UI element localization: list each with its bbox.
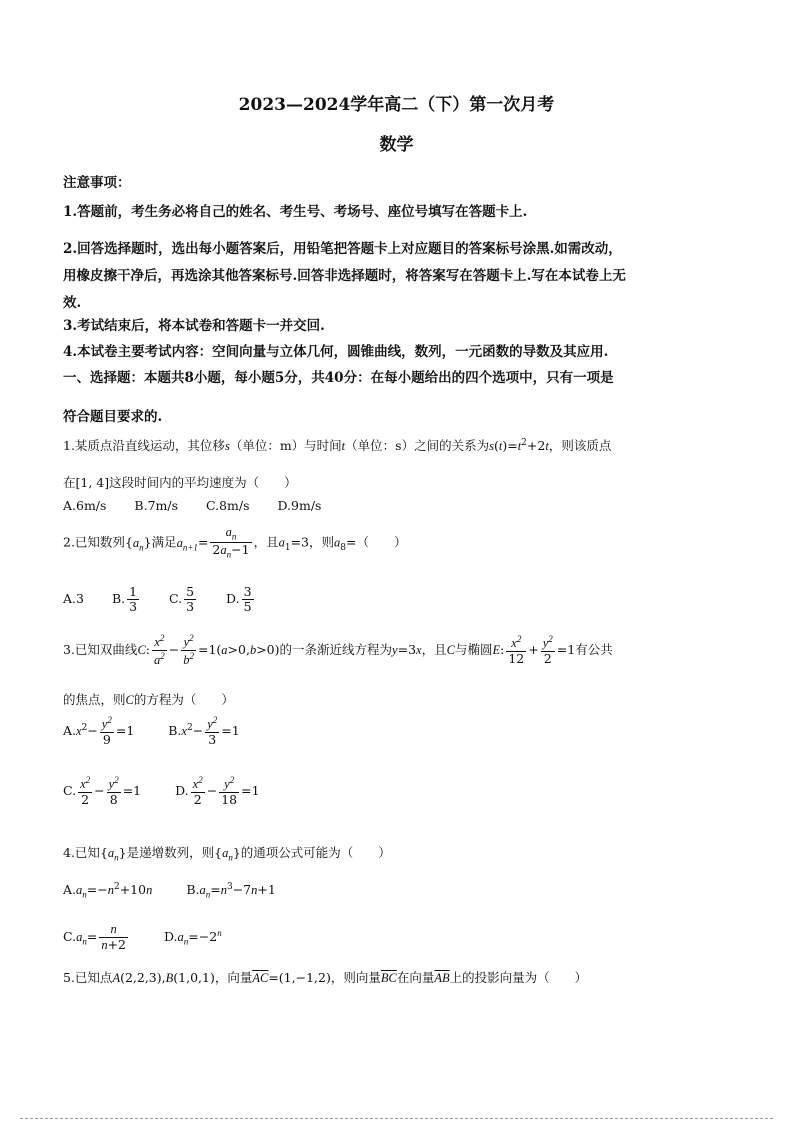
question-3-options-cd: C. $\frac{x^2}{2}$ − $\frac{y^2}{8}$ =1 D. $\frac{x^2}{2}$ − $\frac{y^2}{18}$ =1 bbox=[63, 775, 260, 807]
q3-option-a: A. bbox=[63, 723, 77, 739]
q4-stem-c: 的通项公式可能为（ ） bbox=[240, 845, 391, 860]
q5-stem-b: ，向量 bbox=[214, 970, 253, 985]
q2-option-d: D. bbox=[226, 591, 240, 607]
q1-stem-f: 这段时间内的平均速度为（ ） bbox=[109, 475, 297, 490]
q2-option-b: B. bbox=[111, 591, 126, 607]
q1-stem-d: ，则该质点 bbox=[548, 438, 612, 453]
q3-option-b: B. bbox=[168, 723, 182, 739]
question-2-options: A.3 B. $\frac{1}{3}$ C. $\frac{5}{3}$ D. $\frac{3}{5}$ bbox=[63, 584, 252, 614]
q5-stem-e: 上的投影向量为（ ） bbox=[449, 970, 588, 985]
q3-option-c: C. bbox=[63, 783, 77, 799]
section-heading-line2: 符合题目要求的. bbox=[63, 409, 163, 425]
question-3-stem-2: 的焦点，则C的方程为（ ） bbox=[63, 692, 234, 707]
q5-stem-a: 5.已知点 bbox=[63, 970, 113, 985]
q5-stem-d: 在向量 bbox=[396, 970, 435, 985]
q2-stem-b: 满足 bbox=[151, 534, 177, 550]
question-4-options-ab: $A.a_n=-n^2+10n$ $B.a_n=n^3-7n+1$ bbox=[63, 882, 276, 900]
q1-option-a: A.6m/s bbox=[63, 498, 107, 513]
q3-stem-d: 与椭圆 bbox=[454, 642, 493, 658]
question-3-stem: 3.已知双曲线C: $\frac{x^2}{a^2}$ − $\frac{y^2}{b^2}$ =1(a>0,b>0)的一条渐近线方程为y=3x，且C与椭圆E: $\frac{x^2}{12}$ + $\frac{y^2}{2}$ =1有公共 bbox=[63, 633, 613, 668]
question-2-stem: 2.已知数列$\{a_n\}$满足$a_{n+1}=$ $\frac{a_n}{2a_n-1}$ ，且$a_1=3$，则$a_8=$（ ） bbox=[63, 525, 407, 560]
q4-option-d: D. bbox=[163, 929, 178, 945]
q1-stem-c: （单位：s）之间的关系为 bbox=[345, 438, 490, 453]
q4-option-b: B. bbox=[186, 882, 200, 898]
q5-stem-c: ，则向量 bbox=[330, 970, 381, 985]
q2-option-a: A.3 bbox=[63, 591, 84, 607]
q3-stem-a: 3.已知双曲线 bbox=[63, 642, 138, 658]
q3-option-d: D. bbox=[175, 783, 189, 799]
q1-stem-b: （单位：m）与时间 bbox=[229, 438, 342, 453]
q1-option-c: C.8m/s bbox=[205, 498, 250, 513]
q3-stem-e: 有公共 bbox=[575, 642, 613, 658]
question-3-options-ab: $A.x^2-$ $\frac{y^2}{9}$ =1 $B.x^2-$ $\frac{y^2}{3}$ =1 bbox=[63, 715, 240, 747]
q2-stem-c: ，且 bbox=[253, 534, 279, 550]
section-heading-line1: 一、选择题：本题共8小题，每小题5分，共40分：在每小题给出的四个选项中，只有一项是 bbox=[63, 370, 614, 386]
q4-stem-a: 4.已知 bbox=[63, 845, 100, 860]
question-5-stem: 5.已知点A(2,2,3),B(1,0,1)，向量$\overline{AC}=(1,-1,2)$，则向量$\overline{BC}$在向量$\overline{AB}$上的投影向量为（ ） bbox=[63, 970, 588, 985]
note-3: 3.考试结束后，将本试卷和答题卡一并交回. bbox=[63, 318, 325, 334]
q2-option-c: C. bbox=[169, 591, 183, 607]
q1-stem-e: 在 bbox=[63, 475, 76, 490]
q3-stem-f: 的焦点，则 bbox=[63, 692, 126, 707]
question-1-stem: 1.某质点沿直线运动，其位移s（单位：m）与时间t（单位：s）之间的关系为$s(t)=t^2+2t$，则该质点 bbox=[63, 437, 612, 453]
note-2a: 2.回答选择题时，选出每小题答案后，用铅笔把答题卡上对应题目的答案标号涂黑.如需改动， bbox=[63, 241, 622, 257]
q3-stem-c: ，且 bbox=[421, 642, 447, 658]
q1-option-d: D.9m/s bbox=[277, 498, 322, 513]
question-1-options bbox=[63, 498, 321, 513]
note-1: 1.答题前，考生务必将自己的姓名、考生号、考场号、座位号填写在答题卡上. bbox=[63, 204, 528, 220]
q2-stem-d: ，则 bbox=[309, 534, 335, 550]
question-4-stem: 4.已知$\{a_n\}$是递增数列，则$\{a_n\}$的通项公式可能为（ ） bbox=[63, 845, 391, 863]
q4-option-c: C. bbox=[63, 929, 77, 945]
note-4: 4.本试卷主要考试内容：空间向量与立体几何，圆锥曲线，数列，一元函数的导数及其应用. bbox=[63, 344, 609, 360]
note-2c: 效. bbox=[63, 295, 82, 311]
q2-stem-e: （ ） bbox=[356, 534, 407, 550]
q4-stem-b: 是递增数列，则 bbox=[126, 845, 215, 860]
note-2b: 用橡皮擦干净后，再选涂其他答案标号.回答非选择题时，将答案写在答题卡上.写在本试卷上无 bbox=[63, 268, 626, 284]
exam-title: 2023—2024学年高二（下）第一次月考 bbox=[238, 95, 555, 115]
q3-stem-g: 的方程为（ ） bbox=[133, 692, 234, 707]
q1-option-b: B.7m/s bbox=[134, 498, 178, 513]
page-bottom-rule bbox=[20, 1118, 773, 1119]
q3-stem-b: 的一条渐近线方程为 bbox=[279, 642, 393, 658]
q1-stem-a: 1.某质点沿直线运动，其位移 bbox=[63, 438, 225, 453]
question-4-options-cd: $C.a_n=$ $\frac{n}{n+2}$ $D.a_n=-2^n$ bbox=[63, 922, 222, 952]
notes-heading: 注意事项： bbox=[63, 175, 131, 191]
subject-title: 数学 bbox=[379, 135, 414, 155]
q2-stem-a: 2.已知数列 bbox=[63, 534, 125, 550]
q4-option-a: A. bbox=[63, 882, 77, 898]
question-1-stem-2: 在[1, 4]这段时间内的平均速度为（ ） bbox=[63, 475, 297, 490]
